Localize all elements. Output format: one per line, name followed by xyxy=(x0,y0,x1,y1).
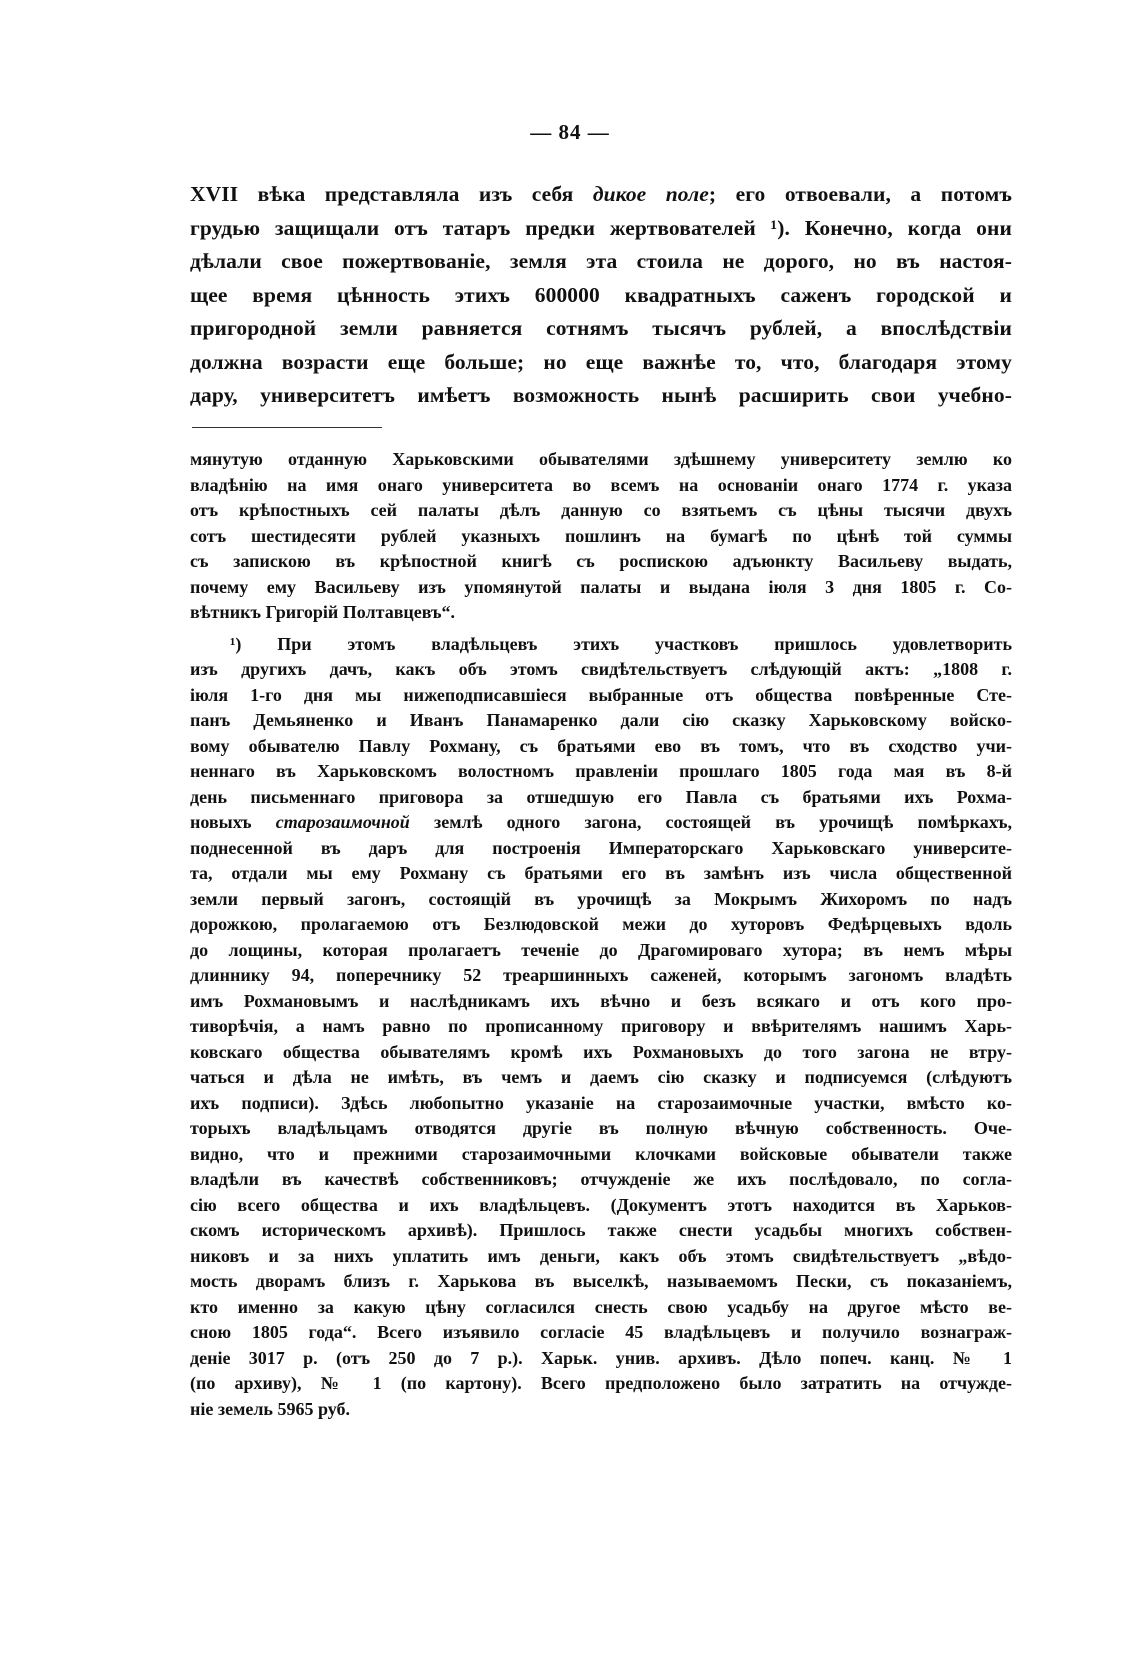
footnote-line: іюля 1-го дня мы нижеподписавшіеся выбранные отъ общества повѣренные Сте- xyxy=(190,684,1012,705)
footnote-1 xyxy=(190,632,1012,1423)
main-line: пригородной земли равняется сотнямъ тысячъ рублей, а впослѣдствіи xyxy=(190,316,1012,340)
footnotes xyxy=(190,447,1012,1422)
footnote-line: видно, что и прежними старозаимочными клочками войсковые обыватели также xyxy=(190,1143,1012,1164)
main-text xyxy=(190,178,1012,413)
footnote-line: (по архиву), № 1 (по картону). Всего предположено было затратить на отчужде- xyxy=(190,1373,1012,1393)
footnote-line: сною 1805 года“. Всего изъявило согласіе 45 владѣльцевъ и получило вознаграж- xyxy=(190,1322,1012,1342)
footnote-line: кто именно за какую цѣну согласился снесть свою усадьбу на другое мѣсто ве- xyxy=(190,1296,1012,1317)
page-number: — 84 — xyxy=(530,120,610,144)
footnote-line: деніе 3017 р. (отъ 250 до 7 р.). Харьк. унив. архивъ. Дѣло попеч. канц. № 1 xyxy=(190,1347,1012,1368)
footnote-divider xyxy=(192,427,382,428)
footnote-line: ковскаго общества обывателямъ кромѣ ихъ Рохмановыхъ до того загона не втру- xyxy=(190,1041,1012,1062)
footnote-line: торыхъ владѣльцамъ отводятся другіе въ полную вѣчную собственность. Оче- xyxy=(190,1118,1012,1138)
footnote-line: ніе земель 5965 руб. xyxy=(190,1398,350,1419)
footnote-line: поднесенной въ даръ для построенія Императорскаго Харьковскаго университе- xyxy=(190,837,1012,858)
main-line: XVII вѣка представляла изъ себя дикое поле; его отвоевали, а потомъ xyxy=(190,182,1012,206)
footnote-line: панъ Демьяненко и Иванъ Панамаренко дали сію сказку Харьковскому войско- xyxy=(190,710,1012,730)
footnote-line: длиннику 94, поперечнику 52 треаршинныхъ саженей, которымъ загономъ владѣть xyxy=(190,965,1012,985)
footnote-line: вому обывателю Павлу Рохману, съ братьями ево въ томъ, что въ сходство учи- xyxy=(190,735,1012,756)
footnote-continued xyxy=(190,447,1012,626)
footnote-line: неннаго въ Харьковскомъ волостномъ правленіи прошлаго 1805 года мая въ 8-й xyxy=(190,761,1012,781)
footnote-line: почему ему Васильеву изъ упомянутой палаты и выдана іюля 3 дня 1805 г. Со- xyxy=(190,576,1012,597)
footnote-line: владѣнію на имя онаго университета во всемъ на основаніи онаго 1774 г. указа xyxy=(190,474,1012,495)
footnote-line: съ запискою въ крѣпостной книгѣ съ роспискою адъюнкту Васильеву выдать, xyxy=(190,551,1012,571)
footnote-line: скомъ историческомъ архивѣ). Пришлось также снести усадьбы многихъ собствен- xyxy=(190,1220,1012,1240)
main-line: должна возрасти еще больше; но еще важнѣе то, что, благодаря этому xyxy=(190,349,1012,374)
footnote-line: новыхъ старозаимочной землѣ одного загона, состоящей въ урочищѣ помѣркахъ, xyxy=(190,812,1012,832)
main-line: щее время цѣнность этихъ 600000 квадратныхъ саженъ городской и xyxy=(190,282,1012,307)
footnote-line: изъ другихъ дачъ, какъ объ этомъ свидѣтельствуетъ слѣдующій актъ: „1808 г. xyxy=(190,659,1012,679)
footnote-line: та, отдали мы ему Рохману съ братьями его въ замѣнъ изъ числа общественной xyxy=(190,863,1012,883)
main-line: дѣлали свое пожертвованіе, земля эта стоила не дорого, но въ настоя- xyxy=(190,249,1012,273)
footnote-line: земли первый загонъ, состоящій въ урочищѣ за Мокрымъ Жихоромъ по надъ xyxy=(190,888,1012,909)
footnote-line: чаться и дѣла не имѣть, въ чемъ и даемъ сію сказку и подписуемся (слѣдуютъ xyxy=(190,1067,1012,1087)
footnote-line: отъ крѣпостныхъ сей палаты дѣлъ данную со взятьемъ съ цѣны тысячи двухъ xyxy=(190,500,1012,520)
footnote-line: сію всего общества и ихъ владѣльцевъ. (Документъ этотъ находится въ Харьков- xyxy=(190,1194,1012,1215)
footnote-line: мость дворамъ близъ г. Харькова въ выселкѣ, называемомъ Пески, съ показаніемъ, xyxy=(190,1271,1012,1291)
main-line: грудью защищали отъ татаръ предки жертвователей ¹). Конечно, когда они xyxy=(190,215,1012,240)
footnote-line: день письменнаго приговора за отшедшую его Павла съ братьями ихъ Рохма- xyxy=(190,786,1012,807)
footnote-line: дорожкою, пролагаемою отъ Безлюдовской межи до хуторовъ Федѣрцевыхъ вдоль xyxy=(190,914,1012,934)
footnote-line: вѣтникъ Григорій Полтавцевъ“. xyxy=(190,602,456,622)
footnote-line: мянутую отданную Харьковскими обывателями здѣшнему университету землю ко xyxy=(190,449,1012,469)
footnote-line: тиворѣчія, а намъ равно по прописанному приговору и ввѣрителямъ нашимъ Харь- xyxy=(190,1016,1012,1036)
footnote-line: сотъ шестидесяти рублей указныхъ пошлинъ на бумагѣ по цѣнѣ той суммы xyxy=(190,525,1012,546)
footnote-line: имъ Рохмановымъ и наслѣдникамъ ихъ вѣчно и безъ всякаго и отъ кого про- xyxy=(190,990,1012,1011)
footnote-line: ¹) При этомъ владѣльцевъ этихъ участковъ пришлось удовлетворить xyxy=(230,633,1012,654)
footnote-line: до лощины, которая пролагаетъ теченіе до Драгомироваго хутора; въ немъ мѣры xyxy=(190,939,1012,960)
footnote-line: ихъ подписи). Здѣсь любопытно указаніе на старозаимочные участки, вмѣсто ко- xyxy=(190,1092,1012,1113)
footnote-line: никовъ и за нихъ уплатить имъ деньги, какъ объ этомъ свидѣтельствуетъ „вѣдо- xyxy=(190,1245,1012,1266)
footnote-line: владѣли въ качествѣ собственниковъ; отчужденіе же ихъ послѣдовало, по согла- xyxy=(190,1169,1012,1189)
main-line: дару, университетъ имѣетъ возможность нынѣ расширить свои учебно- xyxy=(190,383,1012,407)
